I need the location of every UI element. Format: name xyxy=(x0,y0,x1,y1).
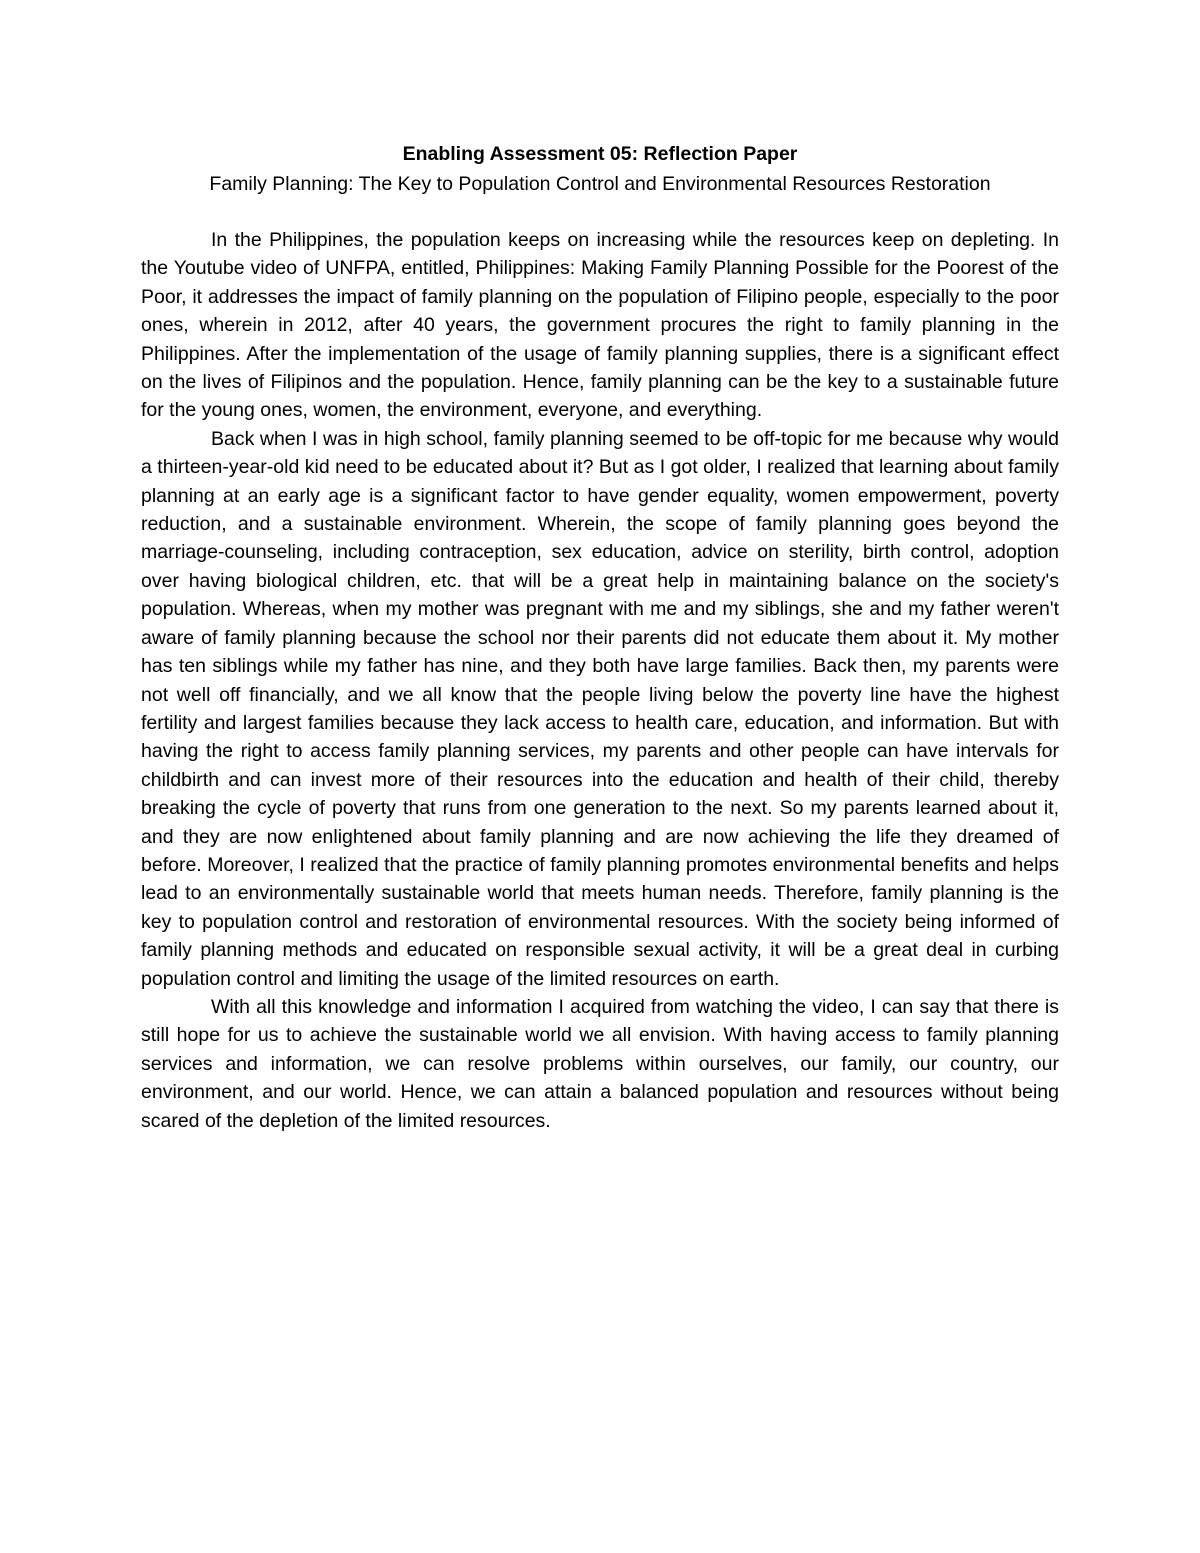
paragraph-conclusion: With all this knowledge and information I acquired from watching the video, I can say that there is still hope for us to achieve the sustainable world we all envision. With having access to family planning services and information, we can resolve problems within ourselves, our family, our country, our environment, and our world. Hence, we can attain a balanced population and resources without being scared of the depletion of the limited resources. xyxy=(141,995,1059,1132)
paragraph-body: Back when I was in high school, family planning seemed to be off-topic for me because why would a thirteen-year-old kid need to be educated about it? But as I got older, I realized that learning about family planning at an early age is a significant factor to have gender equality, women empowerment, poverty reduction, and a sustainable environment. Wherein, the scope of family planning goes beyond the marriage-counseling, including contraception, sex education, advice on sterility, birth control, adoption over having biological children, etc. that will be a great help in maintaining balance on the society's population. Whereas, when my mother was pregnant with me and my siblings, she and my father weren't aware of family planning because the school nor their parents did not educate them about it. My mother has ten siblings while my father has nine, and they both have large families. Back then, my parents were not well off financially, and we all know that the people living below the poverty line have the highest fertility and largest families because they lack access to health care, education, and information. But with having the right to access family planning services, my parents and other people can have intervals for childbirth and can invest more of their resources into the education and health of their child, thereby breaking the cycle of poverty that runs from one generation to the next. So my parents learned about it, and they are now enlightened about family planning and are now achieving the life they dreamed of before. Moreover, I realized that the practice of family planning promotes environmental benefits and helps lead to an environmentally sustainable world that meets human needs. Therefore, family planning is the key to population control and restoration of environmental resources. With the society being informed of family planning methods and educated on responsible sexual activity, it will be a great deal in curbing population control and limiting the usage of the limited resources on earth. xyxy=(141,427,1059,990)
paragraph-intro: In the Philippines, the population keeps on increasing while the resources keep on depleting. In the Youtube video of UNFPA, entitled, Philippines: Making Family Planning Possible for the Poorest of the Poor, it addresses the impact of family planning on the population of Filipino people, especially to the poor ones, wherein in 2012, after 40 years, the government procures the right to family planning in the Philippines. After the implementation of the usage of family planning supplies, there is a significant effect on the lives of Filipinos and the population. Hence, family planning can be the key to a sustainable future for the young ones, women, the environment, everyone, and everything. xyxy=(141,229,1059,422)
document-subtitle: Family Planning: The Key to Population Control and Environmental Resources Restoration xyxy=(209,173,991,195)
document-title: Enabling Assessment 05: Reflection Paper xyxy=(402,143,798,165)
document-page xyxy=(141,140,1059,1135)
